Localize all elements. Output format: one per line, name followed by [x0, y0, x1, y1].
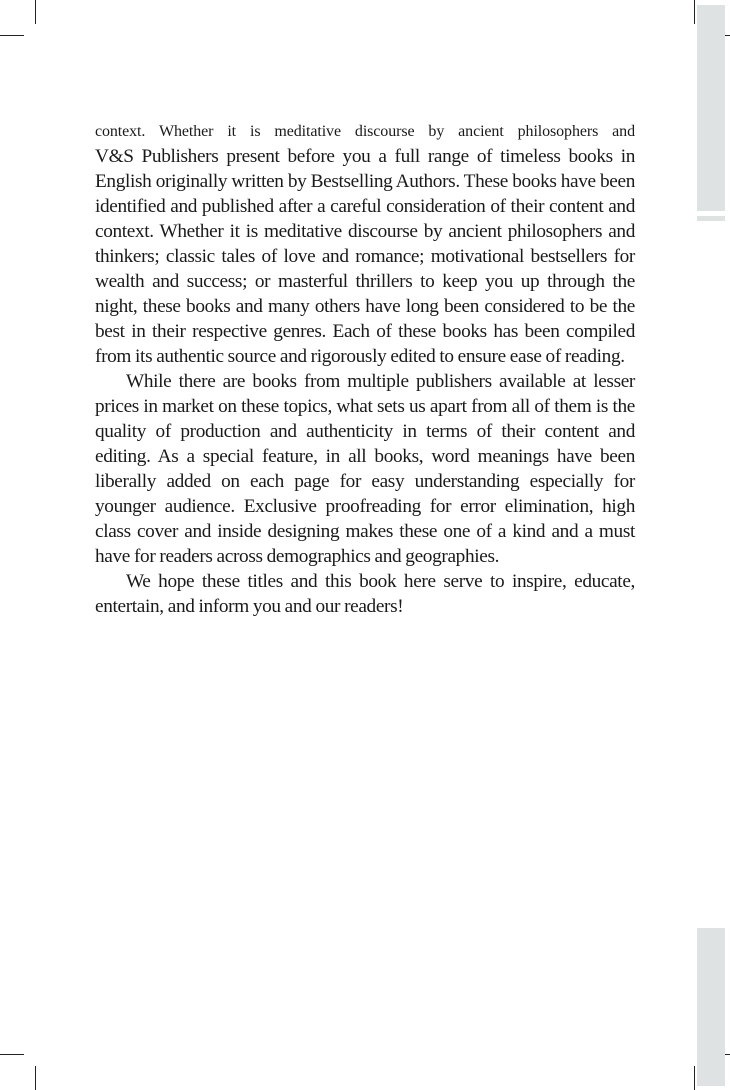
lead-line: context. Whether it is meditative discourse by ancient philosophers and [95, 123, 635, 140]
paragraph-intro: V&S Publishers present before you a full range of timeless books in English originally written by Bestselling Authors. These books have been identified and published after a careful consideration of their content and context. Whether it is meditative discourse by ancient philosophers and thinkers; classic tales of love and romance; motivational bestsellers for wealth and success; or masterful thrillers to keep you up through the night, these books and many others have long been considered to be the best in their respective genres. Each of these books has been compiled from its authentic source and rigorously edited to ensure ease of reading. [95, 146, 635, 367]
bleed-tab-top-line [697, 216, 725, 221]
paragraph-quality: While there are books from multiple publishers available at lesser prices in market on these topics, what sets us apart from all of them is the quality of production and authenticity in terms of their content and editing. As a special feature, in all books, word meanings have been liberally added on each page for easy understanding especially for younger audience. Exclusive proofreading for error elimination, high class cover and inside designing makes these one of a kind and a must have for readers across demographics and geographies. [95, 371, 635, 567]
crop-mark-top-left-horizontal [0, 35, 24, 36]
crop-mark-top-left-vertical [35, 0, 36, 24]
crop-mark-bottom-left-vertical [35, 1066, 36, 1090]
crop-mark-bottom-left-horizontal [0, 1054, 24, 1055]
bleed-tab-bottom [697, 928, 725, 1086]
bleed-tab-top [697, 5, 725, 211]
paragraph-closing: We hope these titles and this book here serve to inspire, educate, entertain, and inform you and our readers! [95, 571, 635, 617]
crop-mark-bottom-right-vertical [694, 1066, 695, 1090]
page-body [95, 120, 635, 619]
crop-mark-top-right-vertical [694, 0, 695, 24]
